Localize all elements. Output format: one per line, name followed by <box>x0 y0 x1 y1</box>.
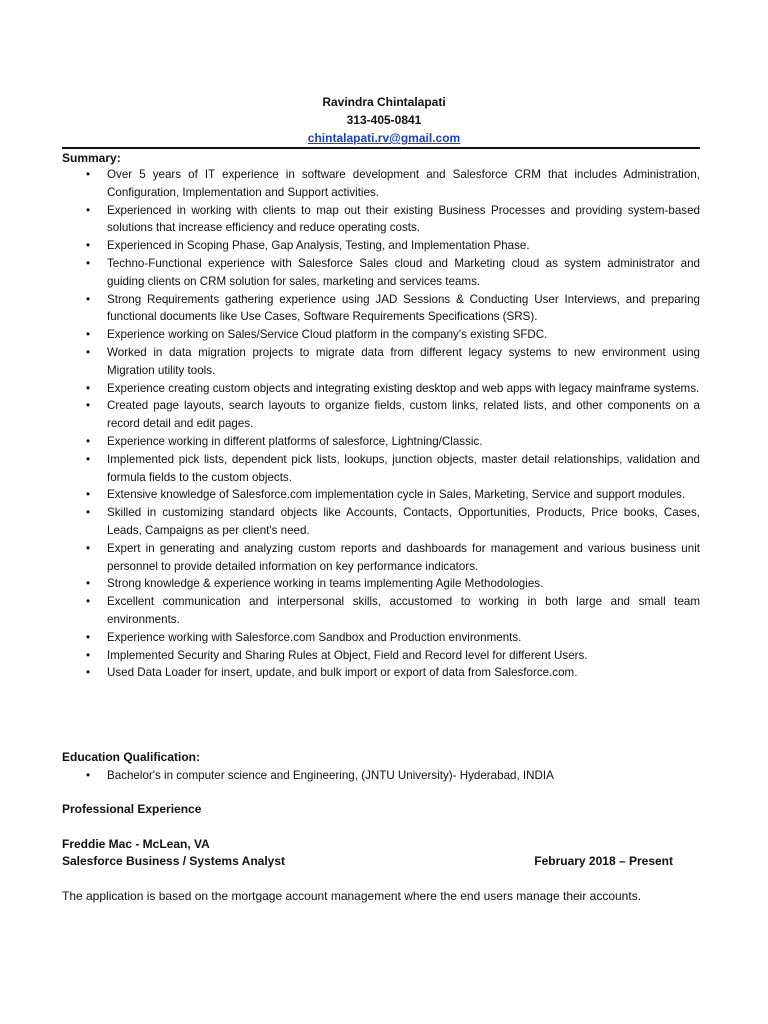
summary-item-text: Experienced in working with clients to map out their existing Business Processes and providing system-based solutions that increase efficiency and reduce operating costs. <box>107 203 700 235</box>
bullet-icon: • <box>86 666 91 680</box>
education-item-text: Bachelor's in computer science and Engineering, (JNTU University)- Hyderabad, INDIA <box>107 769 554 782</box>
summary-item <box>62 202 700 238</box>
bullet-icon: • <box>86 345 91 359</box>
summary-item-text: Skilled in customizing standard objects like Accounts, Contacts, Opportunities, Products, Price books, Cases, Leads, Campaigns as per client's need. <box>107 506 700 537</box>
summary-item-text: Used Data Loader for insert, update, and bulk import or export of data from Salesforce.com. <box>107 666 578 680</box>
summary-item <box>62 575 700 593</box>
company-name: Freddie Mac - McLean, VA <box>62 837 210 851</box>
summary-item-text: Extensive knowledge of Salesforce.com implementation cycle in Sales, Marketing, Service and support modules. <box>107 488 686 502</box>
education-list <box>62 767 700 785</box>
bullet-icon: • <box>86 328 91 342</box>
summary-item-text: Implemented pick lists, dependent pick lists, lookups, junction objects, master detail relationships, validation and formula fields to the custom objects. <box>107 452 700 484</box>
summary-item-text: Experience working in different platforms of salesforce, Lightning/Classic. <box>107 434 483 448</box>
bullet-icon: • <box>86 577 91 591</box>
bullet-icon: • <box>86 769 91 782</box>
bullet-icon: • <box>86 203 91 217</box>
summary-item-text: Implemented Security and Sharing Rules at Object, Field and Record level for different Users. <box>107 648 588 662</box>
summary-heading: Summary: <box>62 151 121 165</box>
candidate-name: Ravindra Chintalapati <box>322 95 446 109</box>
bullet-icon: • <box>86 541 91 555</box>
bullet-icon: • <box>86 452 91 466</box>
summary-item-text: Experience working with Salesforce.com Sandbox and Production environments. <box>107 630 522 644</box>
summary-item <box>62 237 700 255</box>
summary-item <box>62 593 700 629</box>
summary-item <box>62 255 700 291</box>
summary-item <box>62 291 700 327</box>
summary-item <box>62 344 700 380</box>
summary-item <box>62 451 700 487</box>
job-dates: February 2018 – Present <box>534 854 673 868</box>
summary-item <box>62 664 700 682</box>
bullet-icon: • <box>86 488 91 502</box>
summary-item <box>62 433 700 451</box>
education-item <box>62 767 700 785</box>
job-description: The application is based on the mortgage account management where the end users manage their accounts. <box>62 889 642 903</box>
bullet-icon: • <box>86 434 91 448</box>
bullet-icon: • <box>86 595 91 609</box>
bullet-icon: • <box>86 630 91 644</box>
summary-item <box>62 629 700 647</box>
summary-item-text: Experience working on Sales/Service Cloud platform in the company's existing SFDC. <box>107 328 548 342</box>
bullet-icon: • <box>86 239 91 253</box>
bullet-icon: • <box>86 381 91 395</box>
header-divider <box>62 147 700 149</box>
summary-item <box>62 326 700 344</box>
bullet-icon: • <box>86 256 91 270</box>
summary-item-text: Strong Requirements gathering experience using JAD Sessions & Conducting User Interviews, and preparing functional documents like Use Cases, Software Requirements Specifications (SRS). <box>107 292 700 324</box>
job-title: Salesforce Business / Systems Analyst <box>62 854 285 868</box>
resume-header <box>0 93 768 147</box>
summary-item-text: Created page layouts, search layouts to organize fields, custom links, related lists, and other components on a record detail and edit pages. <box>107 399 700 431</box>
summary-item-text: Strong knowledge & experience working in teams implementing Agile Methodologies. <box>107 577 544 591</box>
summary-item-text: Over 5 years of IT experience in software development and Salesforce CRM that includes Administration, Configuration, Implementation and Support activities. <box>107 168 700 199</box>
summary-item <box>62 540 700 576</box>
summary-list <box>62 166 700 682</box>
experience-heading: Professional Experience <box>62 802 202 816</box>
summary-item <box>62 504 700 540</box>
summary-item-text: Expert in generating and analyzing custom reports and dashboards for management and various business unit personnel to provide detailed information on key performance indicators. <box>107 541 700 573</box>
candidate-email-link[interactable]: chintalapati.rv@gmail.com <box>307 131 461 145</box>
bullet-icon: • <box>86 648 91 662</box>
summary-item-text: Techno-Functional experience with Salesforce Sales cloud and Marketing cloud as system administrator and guiding clients on CRM solution for sales, marketing and services teams. <box>107 256 700 288</box>
summary-item <box>62 166 700 202</box>
summary-item <box>62 486 700 504</box>
role-row <box>62 853 673 870</box>
summary-item-text: Experienced in Scoping Phase, Gap Analysis, Testing, and Implementation Phase. <box>107 239 530 253</box>
summary-item-text: Experience creating custom objects and integrating existing desktop and web apps with legacy mainframe systems. <box>107 381 700 395</box>
summary-item <box>62 380 700 398</box>
bullet-icon: • <box>86 506 91 520</box>
summary-item-text: Excellent communication and interpersonal skills, accustomed to working in both large and small team environments. <box>107 595 700 626</box>
summary-item-text: Worked in data migration projects to migrate data from different legacy systems to new environment using Migration utility tools. <box>107 345 700 377</box>
education-heading: Education Qualification: <box>62 750 201 764</box>
bullet-icon: • <box>86 399 91 413</box>
summary-item <box>62 397 700 433</box>
summary-item <box>62 647 700 665</box>
candidate-phone: 313-405-0841 <box>346 113 422 127</box>
bullet-icon: • <box>86 292 91 306</box>
bullet-icon: • <box>86 168 91 181</box>
